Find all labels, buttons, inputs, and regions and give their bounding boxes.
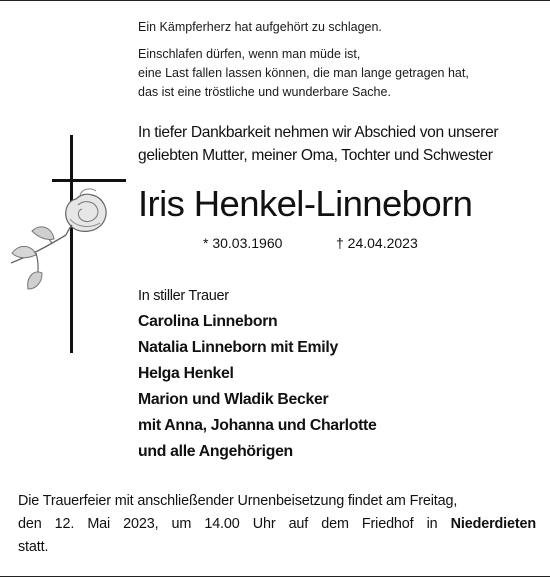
cross-and-rose-illustration: [6, 135, 136, 355]
mourner-name: Helga Henkel: [138, 365, 234, 382]
top-border: [0, 0, 550, 1]
funeral-line: Die Trauerfeier mit anschließender Urnenbeisetzung findet am Freitag,: [18, 493, 458, 509]
poem-block: [138, 18, 538, 102]
funeral-details: [18, 490, 536, 559]
funeral-line: [18, 513, 536, 536]
intro-line: geliebten Mutter, meiner Oma, Tochter und Schwester: [138, 147, 493, 164]
cross-icon: [52, 135, 126, 353]
mourner-name: mit Anna, Johanna und Charlotte: [138, 417, 377, 434]
rose-icon: [11, 189, 106, 289]
mourner-name: Marion und Wladik Becker: [138, 391, 329, 408]
funeral-place: Niederdieten: [450, 516, 536, 532]
funeral-date-time: den 12. Mai 2023, um 14.00 Uhr auf dem Friedhof in: [18, 516, 438, 532]
birth-date: * 30.03.1960: [203, 235, 283, 251]
funeral-line: statt.: [18, 539, 49, 555]
intro-line: In tiefer Dankbarkeit nehmen wir Abschied von unserer: [138, 124, 499, 141]
mourners-block: [138, 285, 538, 465]
deceased-name: Iris Henkel-Linneborn: [138, 183, 473, 224]
poem-stanza: [138, 45, 538, 102]
death-date: † 24.04.2023: [336, 235, 418, 251]
mourner-name: und alle Angehörigen: [138, 443, 293, 460]
mourner-name: Natalia Linneborn mit Emily: [138, 339, 338, 356]
poem-line: das ist eine tröstliche und wunderbare Sache.: [138, 85, 391, 99]
poem-line: eine Last fallen lassen können, die man lange getragen hat,: [138, 66, 469, 80]
poem-line: Einschlafen dürfen, wenn man müde ist,: [138, 47, 361, 61]
mourning-lead: In stiller Trauer: [138, 288, 229, 304]
intro-text: [138, 121, 538, 167]
poem-line: Ein Kämpferherz hat aufgehört zu schlagen.: [138, 20, 382, 34]
mourner-name: Carolina Linneborn: [138, 313, 278, 330]
